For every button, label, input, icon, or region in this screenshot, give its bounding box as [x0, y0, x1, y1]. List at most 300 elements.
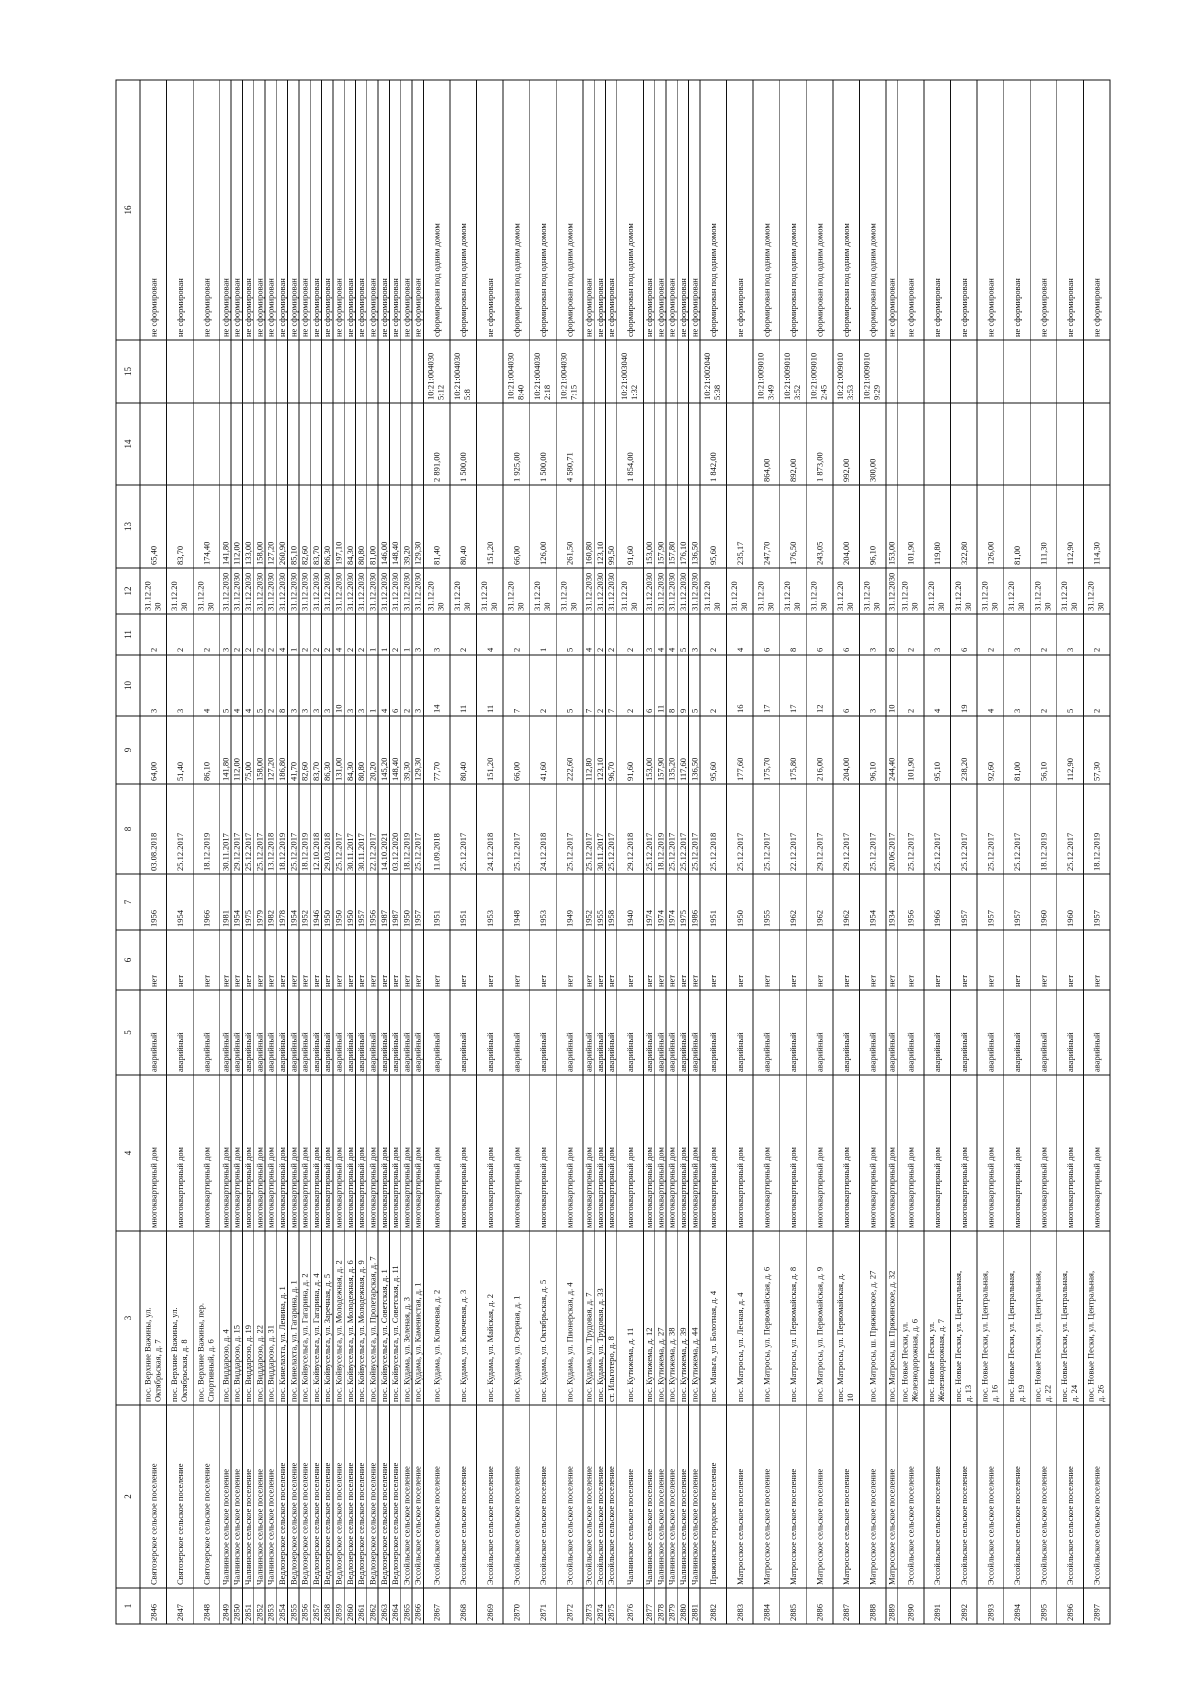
address-cell: пос. Койвусельга, ул. Заречная, д. 5	[322, 1273, 333, 1402]
address-cell: пос. Койвусельга, ул. Молодежная, д. 9	[356, 1260, 367, 1402]
address-cell: пос. Новые Пески, ул. Центральная,д. 26	[1085, 1270, 1106, 1402]
settlement-cell: Матросское сельское поселение	[886, 1468, 897, 1585]
status-cell: аварийный	[243, 1032, 254, 1072]
decision-date-cell: 25.12.2017	[583, 832, 594, 871]
flag-cell: нет	[344, 974, 355, 987]
building-type-cell: многоквартирный дом	[254, 1147, 265, 1228]
land-status-cell: не сформирован	[412, 278, 423, 337]
flag-cell: нет	[905, 974, 916, 987]
flag-cell: нет	[655, 974, 666, 987]
year-cell: 1951	[458, 910, 469, 927]
building-type-cell: многоквартирный дом	[564, 1147, 575, 1228]
status-cell: аварийный	[583, 1032, 594, 1072]
residents-cell: 7	[606, 708, 617, 713]
status-cell: аварийный	[814, 1032, 825, 1072]
settlement-cell: Матросское сельское поселение	[734, 1468, 745, 1585]
residents-cell: 4	[243, 708, 254, 713]
building-type-cell: многоквартирный дом	[344, 1147, 355, 1228]
row-number: 2864	[390, 1604, 401, 1621]
area-cell: 117,60	[677, 757, 688, 781]
land-status-cell: не сформирован	[734, 278, 745, 337]
flats-cell: 2	[231, 647, 242, 652]
building-type-cell: многоквартирный дом	[511, 1147, 522, 1228]
building-type-cell: многоквартирный дом	[583, 1147, 594, 1228]
land-status-cell: не сформирован	[378, 278, 389, 337]
status-cell: аварийный	[761, 1032, 772, 1072]
flag-cell: нет	[644, 974, 655, 987]
residents-cell: 5	[220, 708, 231, 713]
flag-cell: нет	[243, 974, 254, 987]
year-cell: 1962	[841, 910, 852, 927]
flag-cell: нет	[1091, 974, 1102, 987]
deadline-cell: 31.12.2030	[276, 572, 287, 611]
settlement-cell: Эссойльское сельское поселение	[511, 1466, 522, 1585]
flats-cell: 2	[254, 647, 265, 652]
area-cell: 20,20	[367, 761, 378, 781]
flag-cell: нет	[378, 974, 389, 987]
row-number: 2894	[1011, 1604, 1022, 1621]
address-cell: пос. Кутижема, д. 11	[625, 1327, 636, 1402]
decision-date-cell: 14.10.2021	[378, 832, 389, 871]
building-type-cell: многоквартирный дом	[594, 1147, 605, 1228]
address-cell: пос. Кудама, ул. Озерная, д. 1	[511, 1295, 522, 1402]
flag-cell: нет	[174, 974, 185, 987]
building-type-cell: многоквартирный дом	[431, 1147, 442, 1228]
flats-cell: 4	[276, 647, 287, 652]
flats-cell: 3	[220, 647, 231, 652]
land-status-cell: не сформирован	[1038, 278, 1049, 337]
area-cell: 39,30	[401, 761, 412, 781]
area-cell: 84,30	[344, 761, 355, 781]
row-number: 2857	[310, 1604, 321, 1621]
building-type-cell: многоквартирный дом	[288, 1147, 299, 1228]
year-cell: 1949	[564, 910, 575, 927]
year-cell: 1946	[310, 910, 321, 927]
status-cell: аварийный	[220, 1032, 231, 1072]
land-status-cell: не сформирован	[390, 278, 401, 337]
deadline-cell: 31.12.2030	[356, 572, 367, 611]
building-type-cell: многоквартирный дом	[905, 1147, 916, 1228]
flats-cell: 2	[458, 647, 469, 652]
total-area-cell: 91,60	[625, 545, 636, 565]
row-number: 2868	[458, 1604, 469, 1621]
land-area-cell: 1 500,00	[458, 452, 469, 482]
flats-cell: 3	[867, 647, 878, 652]
row-number: 2876	[625, 1604, 636, 1621]
row-number: 2872	[564, 1604, 575, 1621]
land-area-cell: 300,00	[867, 458, 878, 482]
total-area-cell: 81,40	[431, 545, 442, 565]
deadline-cell: 31.12.2030	[808, 581, 829, 611]
flag-cell: нет	[401, 974, 412, 987]
address-cell: пос. Матросы, ул. Первомайская, д. 9	[814, 1266, 825, 1402]
building-type-cell: многоквартирный дом	[322, 1147, 333, 1228]
deadline-cell: 31.12.2030	[390, 572, 401, 611]
decision-date-cell: 25.12.2017	[1011, 832, 1022, 871]
cadastral-number-cell: 10:21:0090103:49	[755, 352, 776, 400]
status-cell: аварийный	[606, 1032, 617, 1072]
total-area-cell: 81,00	[1011, 545, 1022, 565]
total-area-cell: 80,80	[356, 545, 367, 565]
settlement-cell: Эссойльское сельское поселение	[932, 1466, 943, 1585]
flag-cell: нет	[356, 974, 367, 987]
residents-cell: 2	[594, 708, 605, 713]
flag-cell: нет	[299, 974, 310, 987]
address-cell: пос. Кудама, ул. Зеленая, д. 3	[401, 1297, 412, 1402]
decision-date-cell: 25.12.2017	[867, 832, 878, 871]
address-cell: пос. Кудама, ул. Пионерская, д. 4	[564, 1282, 575, 1402]
deadline-cell: 31.12.2030	[558, 581, 579, 611]
total-area-cell: 151,20	[484, 541, 495, 565]
status-cell: аварийный	[401, 1032, 412, 1072]
row-number: 2897	[1091, 1604, 1102, 1621]
year-cell: 1975	[677, 910, 688, 927]
year-cell: 1966	[201, 910, 212, 927]
area-cell: 81,00	[1011, 761, 1022, 781]
status-cell: аварийный	[333, 1032, 344, 1072]
flag-cell: нет	[677, 974, 688, 987]
land-area-cell: 1 500,00	[537, 452, 548, 482]
year-cell: 1978	[276, 910, 287, 927]
address-cell: пос. Новые Пески, ул. Центральная,д. 22	[1032, 1270, 1053, 1402]
year-cell: 1974	[655, 910, 666, 927]
flats-cell: 3	[412, 647, 423, 652]
deadline-cell: 31.12.2030	[835, 581, 856, 611]
decision-date-cell: 25.12.2017	[564, 832, 575, 871]
deadline-cell: 31.12.2030	[322, 572, 333, 611]
settlement-cell: Эссойльское сельское поселение	[1065, 1466, 1076, 1585]
land-status-cell: не сформирован	[932, 278, 943, 337]
flag-cell: нет	[1038, 974, 1049, 987]
year-cell: 1956	[905, 910, 916, 927]
decision-date-cell: 03.12.2020	[390, 832, 401, 871]
building-type-cell: многоквартирный дом	[458, 1147, 469, 1228]
building-type-cell: многоквартирный дом	[201, 1147, 212, 1228]
area-cell: 127,20	[265, 757, 276, 781]
area-cell: 112,00	[231, 757, 242, 781]
status-cell: аварийный	[231, 1032, 242, 1072]
flats-cell: 4	[583, 647, 594, 652]
status-cell: аварийный	[689, 1032, 700, 1072]
year-cell: 1962	[814, 910, 825, 927]
residents-cell: 3	[344, 708, 355, 713]
year-cell: 1953	[484, 910, 495, 927]
year-cell: 1956	[367, 910, 378, 927]
decision-date-cell: 24.12.2018	[484, 832, 495, 871]
row-number: 2870	[511, 1604, 522, 1621]
year-cell: 1958	[606, 910, 617, 927]
residents-cell: 3	[412, 708, 423, 713]
area-cell: 41,70	[288, 761, 299, 781]
total-area-cell: 133,00	[243, 541, 254, 565]
settlement-cell: Эссойльское сельское поселение	[958, 1466, 969, 1585]
deadline-cell: 31.12.2030	[367, 572, 378, 611]
flats-cell: 2	[708, 647, 719, 652]
flag-cell: нет	[867, 974, 878, 987]
flag-cell: нет	[708, 974, 719, 987]
address-cell: пос. Матросы, ул. Первомайская, д. 8	[787, 1266, 798, 1402]
settlement-cell: Чалнинское сельское поселение	[220, 1468, 231, 1585]
row-number: 2846	[148, 1604, 159, 1621]
land-status-cell: сформирован под одним домом	[431, 223, 442, 337]
land-status-cell: не сформирован	[401, 278, 412, 337]
status-cell: аварийный	[367, 1032, 378, 1072]
row-number: 2888	[867, 1604, 878, 1621]
land-status-cell: не сформирован	[288, 278, 299, 337]
residents-cell: 2	[537, 708, 548, 713]
year-cell: 1952	[583, 910, 594, 927]
status-cell: аварийный	[412, 1032, 423, 1072]
deadline-cell: 31.12.2030	[168, 581, 189, 611]
land-status-cell: сформирован под одним домом	[537, 223, 548, 337]
land-status-cell: не сформирован	[310, 278, 321, 337]
area-cell: 82,60	[299, 761, 310, 781]
land-status-cell: сформирован под одним домом	[787, 223, 798, 337]
cadastral-number-cell: 10:21:0090102:45	[808, 352, 829, 400]
residents-cell: 2	[265, 708, 276, 713]
building-type-cell: многоквартирный дом	[220, 1147, 231, 1228]
year-cell: 1948	[511, 910, 522, 927]
residents-cell: 5	[1065, 708, 1076, 713]
residents-cell: 3	[867, 708, 878, 713]
cadastral-number-cell: 10:21:0020405:38	[702, 352, 723, 400]
year-cell: 1955	[594, 910, 605, 927]
flats-cell: 2	[905, 647, 916, 652]
total-area-cell: 204,00	[841, 541, 852, 565]
total-area-cell: 96,10	[867, 545, 878, 565]
flats-cell: 3	[1011, 647, 1022, 652]
column-number-header: 9	[123, 747, 133, 753]
status-cell: аварийный	[932, 1032, 943, 1072]
row-number: 2875	[606, 1604, 617, 1621]
area-cell: 101,90	[905, 757, 916, 781]
area-cell: 151,20	[484, 757, 495, 781]
column-number-header: 7	[123, 899, 133, 905]
flag-cell: нет	[689, 974, 700, 987]
land-status-cell: не сформирован	[606, 278, 617, 337]
flats-cell: 4	[734, 647, 745, 652]
residents-cell: 5	[254, 708, 265, 713]
building-type-cell: многоквартирный дом	[932, 1147, 943, 1228]
total-area-cell: 197,10	[333, 541, 344, 565]
residents-cell: 3	[148, 708, 159, 713]
column-number-header: 8	[123, 826, 133, 832]
residents-cell: 4	[231, 708, 242, 713]
settlement-cell: Святозерское сельское поселение	[148, 1463, 159, 1585]
deadline-cell: 31.12.2030	[344, 572, 355, 611]
flag-cell: нет	[254, 974, 265, 987]
total-area-cell: 119,80	[932, 541, 943, 565]
row-number: 2862	[367, 1604, 378, 1621]
deadline-cell: 31.12.2030	[505, 581, 526, 611]
total-area-cell: 322,80	[958, 541, 969, 565]
settlement-cell: Ведлозерское сельское поселение	[390, 1462, 401, 1585]
status-cell: аварийный	[644, 1032, 655, 1072]
address-cell: пос. Кудама, ул. Ключевая, д. 3	[458, 1289, 469, 1402]
deadline-cell: 31.12.2030	[583, 572, 594, 611]
residents-cell: 19	[958, 704, 969, 713]
address-cell: пос. Койвусельга, ул. Гагарина, д. 4	[310, 1273, 321, 1402]
residents-cell: 4	[932, 708, 943, 713]
decision-date-cell: 25.12.2017	[985, 832, 996, 871]
year-cell: 1954	[231, 910, 242, 927]
settlement-cell: Чалнинское сельское поселение	[625, 1468, 636, 1585]
row-number: 2891	[932, 1604, 943, 1621]
residents-cell: 6	[841, 708, 852, 713]
deadline-cell: 31.12.2030	[644, 572, 655, 611]
decision-date-cell: 25.12.2017	[689, 832, 700, 871]
deadline-cell: 31.12.2030	[899, 581, 920, 611]
deadline-cell: 31.12.2030	[781, 581, 802, 611]
deadline-cell: 31.12.2030	[979, 581, 1000, 611]
total-area-cell: 157,90	[655, 541, 666, 565]
decision-date-cell: 25.12.2017	[243, 832, 254, 871]
land-status-cell: не сформирован	[299, 278, 310, 337]
total-area-cell: 83,70	[174, 545, 185, 565]
address-cell: пос. Койвусельга, ул. Гагарина, д. 2	[299, 1273, 310, 1402]
building-type-cell: многоквартирный дом	[787, 1147, 798, 1228]
deadline-cell: 31.12.2030	[1059, 581, 1080, 611]
address-cell: пос. Кинелахта, ул. Гагарина, д. 1	[288, 1280, 299, 1402]
total-area-cell: 84,30	[344, 545, 355, 565]
year-cell: 1956	[148, 910, 159, 927]
flag-cell: нет	[841, 974, 852, 987]
flats-cell: 6	[958, 647, 969, 652]
land-status-cell: не сформирован	[484, 278, 495, 337]
flag-cell: нет	[958, 974, 969, 987]
area-cell: 95,10	[932, 761, 943, 781]
decision-date-cell: 25.12.2018	[708, 832, 719, 871]
column-number-header: 2	[123, 1494, 133, 1499]
cadastral-number-cell: 10:21:0090103:52	[781, 352, 802, 400]
decision-date-cell: 29.12.2017	[231, 832, 242, 871]
building-type-cell: многоквартирный дом	[231, 1147, 242, 1228]
residents-cell: 3	[310, 708, 321, 713]
decision-date-cell: 18.12.2019	[276, 832, 287, 871]
land-status-cell: сформирован под одним домом	[458, 223, 469, 337]
building-type-cell: многоквартирный дом	[276, 1147, 287, 1228]
status-cell: аварийный	[985, 1032, 996, 1072]
residents-cell: 2	[1038, 708, 1049, 713]
flats-cell: 1	[288, 647, 299, 652]
area-cell: 51,40	[174, 761, 185, 781]
decision-date-cell: 25.12.2017	[458, 832, 469, 871]
decision-date-cell: 30.11.2017	[594, 833, 605, 871]
settlement-cell: Матросское сельское поселение	[841, 1468, 852, 1585]
residents-cell: 3	[174, 708, 185, 713]
flats-cell: 8	[787, 647, 798, 652]
building-type-cell: многоквартирный дом	[867, 1147, 878, 1228]
residents-cell: 3	[299, 708, 310, 713]
flag-cell: нет	[787, 974, 798, 987]
row-number: 2856	[299, 1604, 310, 1621]
cadastral-number-cell: 10:21:0040308:40	[505, 352, 526, 400]
flats-cell: 2	[299, 647, 310, 652]
row-number: 2892	[958, 1604, 969, 1621]
area-cell: 244,40	[886, 757, 897, 781]
year-cell: 1962	[787, 910, 798, 927]
deadline-cell: 31.12.2030	[425, 581, 446, 611]
status-cell: аварийный	[1011, 1032, 1022, 1072]
residents-cell: 3	[288, 708, 299, 713]
total-area-cell: 261,50	[564, 541, 575, 565]
column-number-header: 12	[123, 586, 133, 596]
deadline-cell: 31.12.2030	[677, 572, 688, 611]
settlement-cell: Эссойльское сельское поселение	[606, 1466, 617, 1585]
deadline-cell: 31.12.2030	[299, 572, 310, 611]
row-number: 2874	[594, 1604, 605, 1621]
address-cell: пос. Новые Пески, ул. Центральная,д. 16	[979, 1270, 1000, 1402]
deadline-cell: 31.12.2030	[231, 572, 242, 611]
year-cell: 1957	[1011, 910, 1022, 927]
address-cell: пос. Кутижема, д. 39	[677, 1327, 688, 1402]
land-status-cell: не сформирован	[344, 278, 355, 337]
settlement-cell: Ведлозерское сельское поселение	[276, 1462, 287, 1585]
decision-date-cell: 25.12.2017	[666, 832, 677, 871]
decision-date-cell: 25.12.2017	[1065, 832, 1076, 871]
area-cell: 80,80	[356, 761, 367, 781]
cadastral-number-cell: 10:21:0040305:12	[425, 352, 446, 400]
row-number: 2878	[655, 1604, 666, 1621]
flag-cell: нет	[606, 974, 617, 987]
land-status-cell: не сформирован	[333, 278, 344, 337]
decision-date-cell: 18.12.2019	[401, 832, 412, 871]
flag-cell: нет	[666, 974, 677, 987]
residents-cell: 6	[644, 708, 655, 713]
residents-cell: 17	[787, 704, 798, 713]
land-status-cell: не сформирован	[276, 278, 287, 337]
area-cell: 56,10	[1038, 761, 1049, 781]
building-type-cell: многоквартирный дом	[644, 1147, 655, 1228]
settlement-cell: Эссойльское сельское поселение	[537, 1466, 548, 1585]
settlement-cell: Чалнинское сельское поселение	[644, 1468, 655, 1585]
area-cell: 123,10	[594, 757, 605, 781]
land-area-cell: 892,00	[787, 458, 798, 482]
row-number: 2871	[537, 1604, 548, 1621]
flag-cell: нет	[333, 974, 344, 987]
total-area-cell: 101,90	[905, 541, 916, 565]
address-cell: пос. Кутижема, д. 44	[689, 1327, 700, 1402]
flats-cell: 4	[333, 647, 344, 652]
settlement-cell: Ведлозерское сельское поселение	[356, 1462, 367, 1585]
building-type-cell: многоквартирный дом	[814, 1147, 825, 1228]
flats-cell: 2	[1038, 647, 1049, 652]
status-cell: аварийный	[655, 1032, 666, 1072]
settlement-cell: Чалнинское сельское поселение	[243, 1468, 254, 1585]
settlement-cell: Ведлозерское сельское поселение	[333, 1462, 344, 1585]
status-cell: аварийный	[356, 1032, 367, 1072]
residents-cell: 8	[666, 708, 677, 713]
flag-cell: нет	[583, 974, 594, 987]
decision-date-cell: 25.12.2017	[254, 832, 265, 871]
status-cell: аварийный	[1038, 1032, 1049, 1072]
building-type-cell: многоквартирный дом	[1011, 1147, 1022, 1228]
land-status-cell: не сформирован	[594, 278, 605, 337]
decision-date-cell: 18.12.2019	[299, 832, 310, 871]
flag-cell: нет	[564, 974, 575, 987]
year-cell: 1981	[220, 910, 231, 927]
year-cell: 1986	[689, 910, 700, 927]
row-number: 2879	[666, 1604, 677, 1621]
settlement-cell: Эссойльское сельское поселение	[412, 1466, 423, 1585]
deadline-cell: 31.12.2030	[478, 581, 499, 611]
residents-cell: 10	[333, 704, 344, 713]
building-type-cell: многоквартирный дом	[333, 1147, 344, 1228]
total-area-cell: 153,00	[644, 541, 655, 565]
row-number: 2853	[265, 1604, 276, 1621]
building-type-cell: многоквартирный дом	[174, 1147, 185, 1228]
address-cell: пос. Новые Пески, ул. Центральная,д. 13	[952, 1270, 973, 1402]
